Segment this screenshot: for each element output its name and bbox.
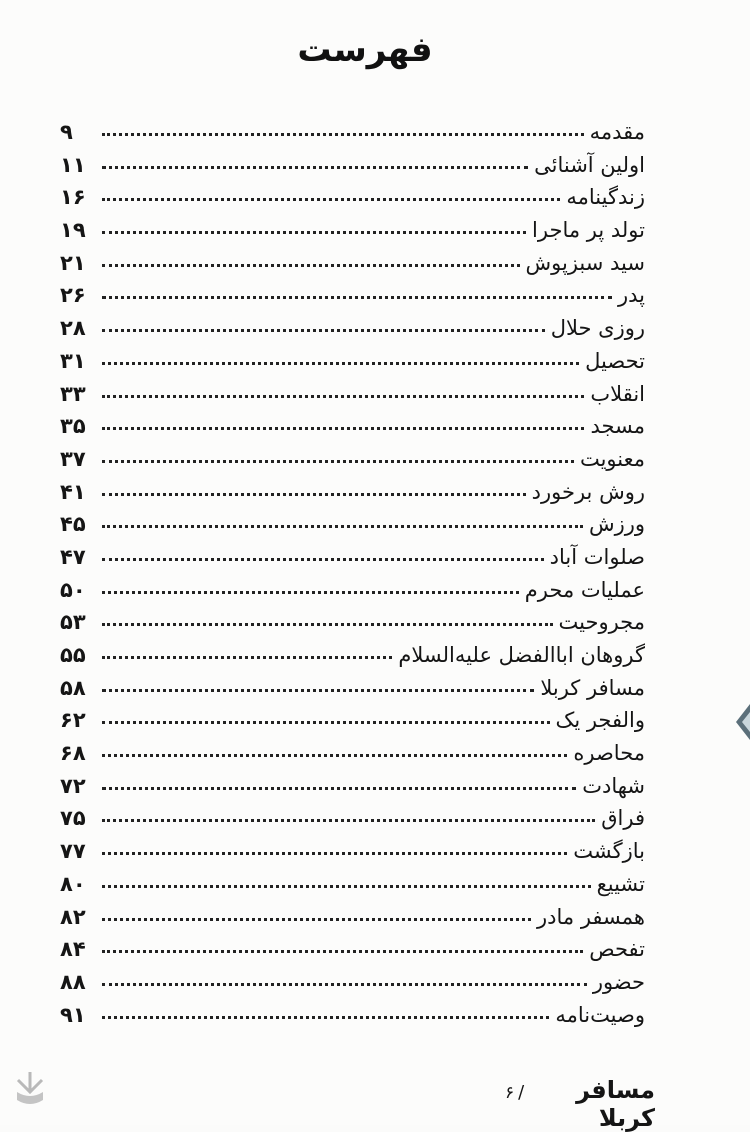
toc-entry — [60, 279, 645, 312]
toc-entry — [60, 672, 645, 705]
dot-leader — [102, 558, 544, 561]
toc-entry — [60, 476, 645, 509]
toc-entry-page: ۲۱ — [60, 250, 86, 275]
dot-leader — [102, 231, 526, 234]
toc-entry-page: ۷۷ — [60, 839, 86, 864]
dot-leader — [102, 427, 584, 430]
toc-entry-page: ۷۵ — [60, 806, 86, 831]
toc-entry — [60, 247, 645, 280]
toc-entry-title: تشییع — [596, 871, 645, 896]
toc-entry-title: مجروحیت — [558, 610, 645, 635]
toc-entry-page: ۳۷ — [60, 446, 86, 471]
toc-entry-title: همسفر مادر — [537, 904, 645, 929]
publisher-logo-icon — [14, 1070, 46, 1112]
dot-leader — [102, 166, 528, 169]
dot-leader — [102, 460, 574, 463]
running-title: مسافر کربلا — [576, 1076, 655, 1132]
toc-entry-page: ۳۳ — [60, 381, 86, 406]
dot-leader — [102, 656, 392, 659]
toc-entry-title: صلوات آباد — [549, 544, 645, 569]
toc-entry — [60, 966, 645, 999]
toc-entry-page: ۵۵ — [60, 643, 86, 667]
toc-entry — [60, 868, 645, 901]
dot-leader — [102, 525, 583, 528]
toc-entry — [60, 149, 645, 182]
toc-entry — [60, 312, 645, 345]
dot-leader — [102, 885, 591, 888]
toc-entry — [60, 737, 645, 770]
toc-entry-page: ۸۸ — [60, 969, 86, 994]
toc-entry — [60, 116, 645, 149]
dot-leader — [102, 591, 519, 594]
footer-separator: / — [518, 1082, 525, 1103]
table-of-contents — [60, 116, 645, 1031]
toc-entry-page: ۱۱ — [60, 152, 86, 177]
dot-leader — [102, 198, 560, 201]
dot-leader — [102, 918, 531, 921]
dot-leader — [102, 983, 587, 986]
dot-leader — [102, 395, 584, 398]
toc-entry-title: تولد پر ماجرا — [532, 218, 645, 243]
toc-entry-title: انقلاب — [590, 381, 645, 406]
page-title: فهرست — [297, 30, 433, 70]
toc-entry-page: ۱۹ — [60, 218, 86, 243]
toc-entry-title: تحصیل — [585, 348, 645, 373]
toc-entry-title: سید سبزپوش — [525, 250, 645, 275]
toc-entry-page: ۹۱ — [60, 1002, 86, 1027]
toc-entry-title: ورزش — [588, 512, 645, 537]
toc-entry-title: بازگشت — [573, 839, 645, 864]
toc-entry — [60, 574, 645, 607]
toc-entry-title: حضور — [592, 969, 645, 994]
dot-leader — [102, 819, 595, 822]
toc-entry-page: ۹ — [60, 120, 73, 144]
toc-entry — [60, 443, 645, 476]
toc-entry-page: ۵۰ — [60, 577, 86, 602]
toc-entry — [60, 933, 645, 966]
toc-entry — [60, 378, 645, 411]
dot-leader — [102, 362, 579, 365]
dot-leader — [102, 1016, 549, 1019]
toc-entry — [60, 901, 645, 934]
toc-entry-page: ۶۲ — [60, 708, 86, 733]
toc-entry-page: ۳۵ — [60, 414, 86, 439]
dot-leader — [102, 754, 567, 757]
toc-entry-title: مسجد — [590, 414, 645, 439]
dot-leader — [102, 133, 584, 136]
toc-entry-title: محاصره — [573, 741, 645, 766]
dot-leader — [102, 264, 520, 267]
toc-entry-page: ۸۴ — [60, 937, 86, 962]
toc-entry-page: ۸۰ — [60, 871, 86, 896]
toc-entry — [60, 214, 645, 247]
dot-leader — [102, 623, 553, 626]
toc-entry-title: والفجر یک — [555, 708, 645, 733]
dot-leader — [102, 950, 583, 953]
toc-entry — [60, 181, 645, 214]
toc-entry-page: ۸۲ — [60, 904, 86, 929]
toc-entry — [60, 999, 645, 1032]
toc-entry-title: اولین آشنائی — [534, 152, 645, 177]
toc-entry-title: روزی حلال — [550, 316, 645, 341]
dot-leader — [102, 689, 534, 692]
dot-leader — [102, 721, 550, 724]
toc-entry-title: شهادت — [582, 773, 645, 798]
toc-entry — [60, 704, 645, 737]
toc-entry — [60, 606, 645, 639]
dot-leader — [102, 296, 612, 299]
toc-entry-title: زندگینامه — [566, 185, 645, 210]
toc-entry — [60, 410, 645, 443]
toc-entry-title: روش برخورد — [531, 479, 645, 504]
toc-entry — [60, 835, 645, 868]
toc-entry-page: ۳۱ — [60, 348, 86, 373]
toc-entry-page: ۶۸ — [60, 741, 86, 766]
toc-entry-page: ۲۶ — [60, 283, 86, 308]
dot-leader — [102, 493, 526, 496]
dot-leader — [102, 329, 545, 332]
toc-entry-page: ۴۵ — [60, 512, 86, 537]
toc-entry-page: ۲۸ — [60, 316, 86, 341]
toc-entry-title: فراق — [601, 806, 645, 831]
toc-entry-title: تفحص — [589, 937, 645, 962]
toc-entry-page: ۴۷ — [60, 544, 86, 569]
toc-entry — [60, 802, 645, 835]
toc-entry-title: مسافر کربلا — [540, 675, 645, 700]
page-number: ۶ — [505, 1083, 515, 1103]
dot-leader — [102, 852, 567, 855]
toc-entry — [60, 508, 645, 541]
toc-entry-title: وصیت‌نامه — [555, 1002, 645, 1027]
toc-entry — [60, 345, 645, 378]
toc-entry-page: ۵۸ — [60, 675, 86, 700]
toc-entry-title: گروهان اباالفضل علیه‌السلام — [398, 643, 645, 667]
toc-entry-page: ۵۳ — [60, 610, 86, 635]
toc-entry-title: مقدمه — [589, 120, 645, 144]
toc-entry-title: عملیات محرم — [524, 577, 645, 602]
toc-entry — [60, 639, 645, 672]
page-edge-mark-icon — [730, 700, 750, 744]
toc-entry-page: ۷۲ — [60, 773, 86, 798]
toc-entry — [60, 541, 645, 574]
toc-entry-page: ۴۱ — [60, 479, 86, 504]
toc-entry-page: ۱۶ — [60, 185, 86, 210]
page-footer — [505, 1076, 655, 1132]
toc-entry-title: معنویت — [579, 446, 645, 471]
dot-leader — [102, 787, 576, 790]
toc-entry-title: پدر — [617, 283, 645, 308]
toc-entry — [60, 770, 645, 803]
